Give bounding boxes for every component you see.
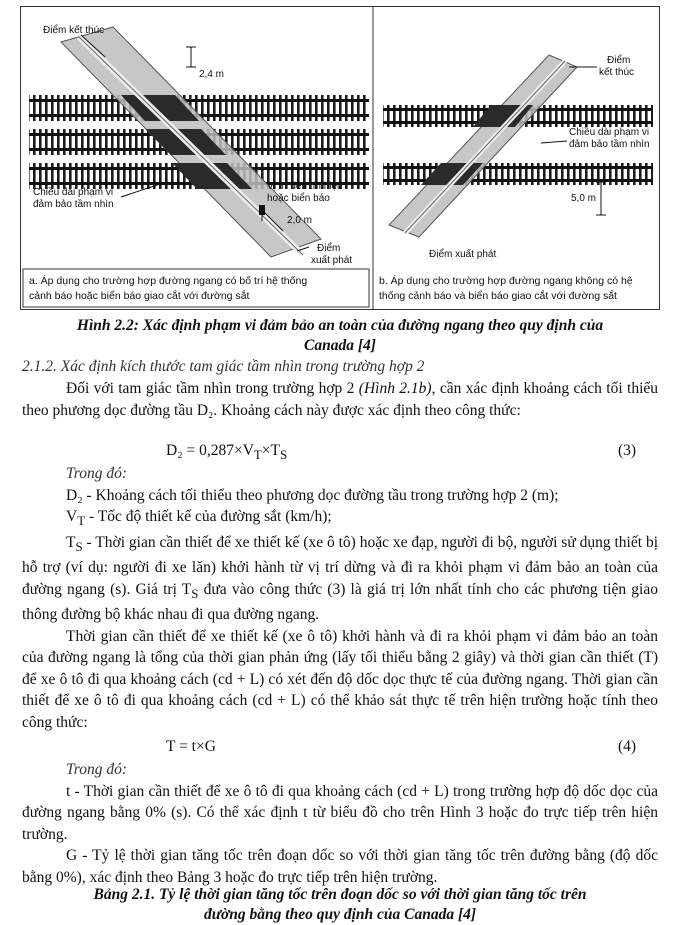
svg-text:thống cảnh báo và biển báo gia: thống cảnh báo và biển báo giao cắt với đường sắt (379, 290, 617, 302)
svg-text:hoặc biển báo: hoặc biển báo (267, 193, 330, 204)
definition-d2: D₂ - Khoảng cách tối thiểu theo phương dọc đường tầu trong trường hợp 2 (m); (66, 486, 559, 504)
svg-text:kết thúc: kết thúc (599, 67, 635, 78)
where-label-1: Trong đó: (66, 465, 128, 482)
section-heading: 2.1.2. Xác định kích thước tam giác tầm nhìn trong trường hợp 2 (22, 358, 425, 375)
panel-b (379, 54, 653, 302)
svg-text:b. Áp dụng cho trường hợp đườn: b. Áp dụng cho trường hợp đường ngang không có hệ (379, 275, 633, 287)
svg-text:5,0 m: 5,0 m (571, 193, 597, 204)
body-part-2 (22, 463, 658, 733)
svg-text:đảm bảo tầm nhìn: đảm bảo tầm nhìn (569, 139, 650, 150)
paragraph-2: Thời gian cần thiết để xe thiết kế (xe ô tô) khởi hành và đi ra khỏi phạm vi đảm bảo an toàn của đường ngang là tổng của thời gian phản ứng (lấy tối thiểu bằng 2 giây) và thời gian cần thiết (T) để xe ô tô đi qua khoảng cách (cd + L) có xét đến độ dốc dọc thực tế của đường ngang. Thời gian cần thiết để xe ô tô đi qua khoảng cách (cd + L) có thể khảo sát thực tế trên hiện trường hoặc tính theo công thức: (22, 627, 658, 731)
panel-a (23, 24, 369, 307)
paragraph-1: Đối với tam giác tầm nhìn trong trường hợp 2 (Hình 2.1b), cần xác định khoảng cách tối thiểu theo phương dọc đường tầu D₂. Khoảng cách này được xác định theo công thức: (22, 380, 659, 419)
equation-number-4: (4) (618, 738, 637, 755)
figure-2-2 (20, 6, 660, 310)
formula-3: $D_2 = 0,287\times V_T\times T_S$ (166, 442, 288, 463)
equation-number-3: (3) (618, 442, 637, 459)
body-part-1 (22, 378, 658, 421)
svg-text:a. Áp dụng cho trường hợp đườn: a. Áp dụng cho trường hợp đường ngang có bố trí hệ thống (29, 275, 308, 287)
svg-text:Vị trí đèn tín hiệu: Vị trí đèn tín hiệu (267, 181, 343, 192)
svg-text:cảnh báo hoặc biển báo giao cắ: cảnh báo hoặc biển báo giao cắt với đường sắt (29, 290, 250, 302)
dim-2-4m: 2,4 m (199, 69, 225, 80)
svg-text:Điểm: Điểm (317, 243, 341, 254)
definition-t: t - Thời gian cần thiết để xe ô tô đi qua khoảng cách (cd + L) trong trường hợp độ dốc dọc của đường ngang bằng 0% (s). Có thể xác định t từ biểu đồ cho trên Hình 3 hoặc đo trực tiếp trên hiện trường. (22, 782, 658, 843)
svg-text:Điểm: Điểm (607, 55, 631, 66)
svg-text:xuất phát: xuất phát (311, 255, 353, 266)
figure-caption: Hình 2.2: Xác định phạm vi đảm bảo an toàn của đường ngang theo quy định của Canada [4] (76, 317, 604, 354)
svg-text:Điểm xuất phát: Điểm xuất phát (429, 249, 497, 260)
definition-ts: $T_S$ - Thời gian cần thiết để xe thiết kế (xe ô tô) hoặc xe đạp, người đi bộ, người sử dụng thiết bị hỗ trợ (ví dụ: người đi xe lăn) khởi hành từ vị trí dừng và đi ra khỏi phạm vi đảm bảo an toàn của đường ngang (s). Giá trị $T_S$ đưa vào công thức (3) là giá trị lớn nhất tính cho các phương tiện giao thông đường bộ khác nhau đi qua đường ngang. (22, 533, 658, 624)
end-point-label: Điểm kết thúc (43, 25, 105, 36)
definition-g: G - Tỷ lệ thời gian tăng tốc trên đoạn dốc so với thời gian tăng tốc trên đường bằng (độ dốc bằng 0%), xác định theo Bảng 3 hoặc đo trực tiếp trên hiện trường. (22, 847, 658, 886)
svg-text:Chiều dài phạm vi: Chiều dài phạm vi (33, 187, 114, 198)
table-caption: Bảng 2.1. Tỷ lệ thời gian tăng tốc trên đoạn dốc so với thời gian tăng tốc trên đường bằng theo quy định của Canada [4] (93, 886, 587, 923)
where-label-2: Trong đó: (66, 761, 128, 778)
svg-text:Chiều dài phạm vi: Chiều dài phạm vi (569, 127, 650, 138)
track-b-2 (383, 163, 653, 185)
svg-text:2,0 m: 2,0 m (287, 215, 313, 226)
svg-text:đảm bảo tầm nhìn: đảm bảo tầm nhìn (33, 199, 114, 210)
crossing-diagram (21, 7, 659, 309)
formula-4: T = t×G (166, 738, 216, 755)
body-part-3 (22, 759, 658, 888)
definition-vt: $V_T$ - Tốc độ thiết kế của đường sắt (km/h); (66, 508, 332, 529)
